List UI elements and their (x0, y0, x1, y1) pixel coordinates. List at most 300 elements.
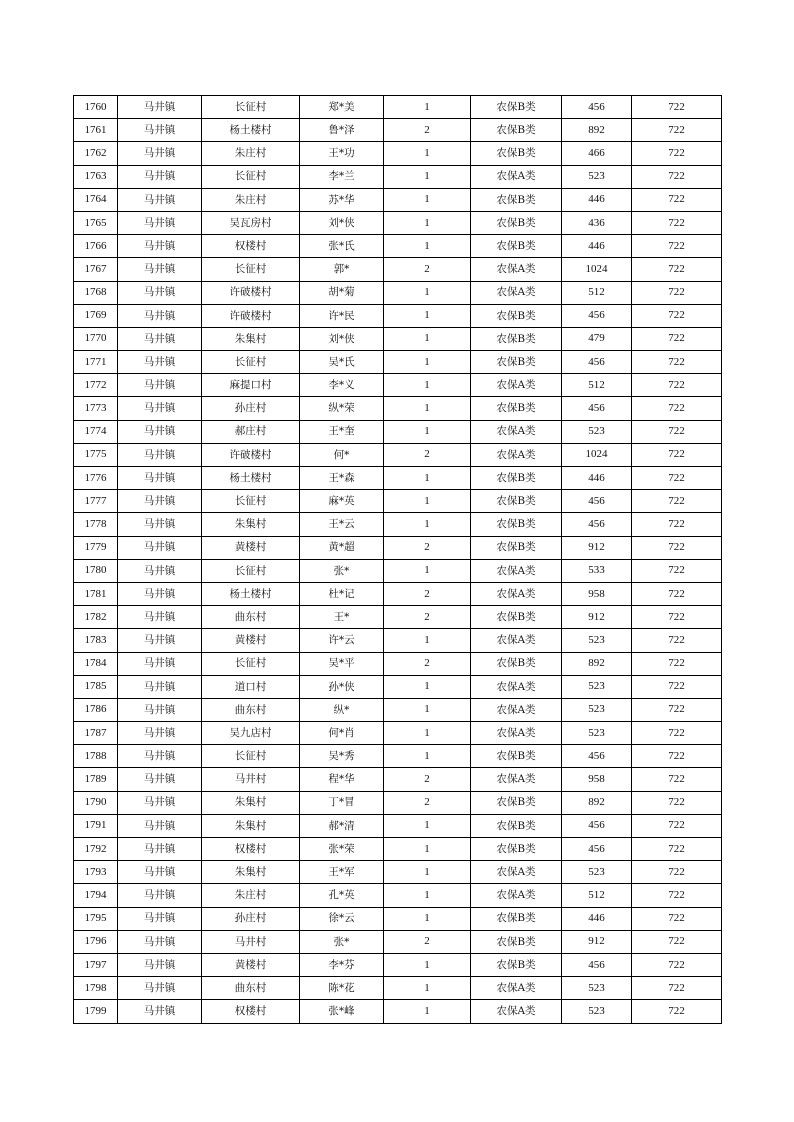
row-number-cell: 1764 (74, 188, 118, 211)
village-cell: 孙庄村 (202, 397, 300, 420)
village-cell: 许破楼村 (202, 281, 300, 304)
standard-cell: 722 (632, 536, 722, 559)
row-number-cell: 1778 (74, 513, 118, 536)
name-cell: 王*奎 (300, 420, 384, 443)
town-cell: 马井镇 (118, 467, 202, 490)
name-cell: 张*荣 (300, 838, 384, 861)
standard-cell: 722 (632, 977, 722, 1000)
standard-cell: 722 (632, 281, 722, 304)
amount-cell: 1024 (562, 258, 632, 281)
category-cell: 农保B类 (471, 327, 562, 350)
table-row (74, 559, 722, 582)
village-cell: 朱庄村 (202, 884, 300, 907)
table-row (74, 304, 722, 327)
village-cell: 朱集村 (202, 327, 300, 350)
table-row (74, 814, 722, 837)
amount-cell: 446 (562, 188, 632, 211)
name-cell: 吴*氏 (300, 351, 384, 374)
row-number-cell: 1777 (74, 490, 118, 513)
town-cell: 马井镇 (118, 351, 202, 374)
standard-cell: 722 (632, 490, 722, 513)
amount-cell: 523 (562, 1000, 632, 1023)
town-cell: 马井镇 (118, 559, 202, 582)
standard-cell: 722 (632, 791, 722, 814)
category-cell: 农保B类 (471, 351, 562, 374)
row-number-cell: 1779 (74, 536, 118, 559)
roster-table (73, 95, 722, 1024)
town-cell: 马井镇 (118, 698, 202, 721)
village-cell: 权楼村 (202, 1000, 300, 1023)
category-cell: 农保A类 (471, 675, 562, 698)
standard-cell: 722 (632, 420, 722, 443)
count-cell: 2 (384, 652, 471, 675)
category-cell: 农保A类 (471, 443, 562, 466)
standard-cell: 722 (632, 211, 722, 234)
count-cell: 1 (384, 814, 471, 837)
amount-cell: 523 (562, 977, 632, 1000)
category-cell: 农保A类 (471, 884, 562, 907)
standard-cell: 722 (632, 119, 722, 142)
count-cell: 2 (384, 258, 471, 281)
town-cell: 马井镇 (118, 258, 202, 281)
amount-cell: 1024 (562, 443, 632, 466)
village-cell: 朱集村 (202, 861, 300, 884)
count-cell: 1 (384, 745, 471, 768)
table-row (74, 188, 722, 211)
row-number-cell: 1760 (74, 96, 118, 119)
category-cell: 农保A类 (471, 722, 562, 745)
amount-cell: 892 (562, 652, 632, 675)
standard-cell: 722 (632, 907, 722, 930)
category-cell: 农保A类 (471, 629, 562, 652)
category-cell: 农保A类 (471, 559, 562, 582)
standard-cell: 722 (632, 768, 722, 791)
town-cell: 马井镇 (118, 768, 202, 791)
count-cell: 1 (384, 861, 471, 884)
amount-cell: 512 (562, 374, 632, 397)
name-cell: 吴*平 (300, 652, 384, 675)
table-row (74, 861, 722, 884)
row-number-cell: 1771 (74, 351, 118, 374)
name-cell: 徐*云 (300, 907, 384, 930)
town-cell: 马井镇 (118, 884, 202, 907)
name-cell: 李*义 (300, 374, 384, 397)
row-number-cell: 1782 (74, 606, 118, 629)
row-number-cell: 1773 (74, 397, 118, 420)
row-number-cell: 1765 (74, 211, 118, 234)
village-cell: 黄楼村 (202, 953, 300, 976)
count-cell: 2 (384, 582, 471, 605)
town-cell: 马井镇 (118, 304, 202, 327)
table-row (74, 443, 722, 466)
standard-cell: 722 (632, 96, 722, 119)
count-cell: 2 (384, 443, 471, 466)
count-cell: 1 (384, 188, 471, 211)
village-cell: 长征村 (202, 652, 300, 675)
count-cell: 1 (384, 675, 471, 698)
village-cell: 孙庄村 (202, 907, 300, 930)
amount-cell: 523 (562, 165, 632, 188)
category-cell: 农保B类 (471, 606, 562, 629)
village-cell: 长征村 (202, 96, 300, 119)
category-cell: 农保A类 (471, 1000, 562, 1023)
document-page (73, 95, 721, 1024)
row-number-cell: 1788 (74, 745, 118, 768)
amount-cell: 523 (562, 420, 632, 443)
category-cell: 农保A类 (471, 374, 562, 397)
name-cell: 杜*记 (300, 582, 384, 605)
standard-cell: 722 (632, 629, 722, 652)
name-cell: 王*云 (300, 513, 384, 536)
town-cell: 马井镇 (118, 443, 202, 466)
category-cell: 农保B类 (471, 513, 562, 536)
row-number-cell: 1783 (74, 629, 118, 652)
category-cell: 农保B类 (471, 142, 562, 165)
category-cell: 农保B类 (471, 304, 562, 327)
town-cell: 马井镇 (118, 397, 202, 420)
row-number-cell: 1769 (74, 304, 118, 327)
standard-cell: 722 (632, 165, 722, 188)
village-cell: 长征村 (202, 490, 300, 513)
name-cell: 纵* (300, 698, 384, 721)
town-cell: 马井镇 (118, 907, 202, 930)
table-row (74, 791, 722, 814)
name-cell: 王*森 (300, 467, 384, 490)
category-cell: 农保B类 (471, 838, 562, 861)
table-row (74, 374, 722, 397)
table-row (74, 96, 722, 119)
category-cell: 农保B类 (471, 188, 562, 211)
category-cell: 农保B类 (471, 907, 562, 930)
village-cell: 马井村 (202, 768, 300, 791)
count-cell: 1 (384, 281, 471, 304)
row-number-cell: 1787 (74, 722, 118, 745)
name-cell: 许*云 (300, 629, 384, 652)
standard-cell: 722 (632, 559, 722, 582)
count-cell: 1 (384, 467, 471, 490)
table-row (74, 142, 722, 165)
count-cell: 1 (384, 304, 471, 327)
village-cell: 杨土楼村 (202, 582, 300, 605)
amount-cell: 456 (562, 838, 632, 861)
row-number-cell: 1762 (74, 142, 118, 165)
category-cell: 农保A类 (471, 420, 562, 443)
row-number-cell: 1772 (74, 374, 118, 397)
table-row (74, 490, 722, 513)
row-number-cell: 1790 (74, 791, 118, 814)
name-cell: 郑*美 (300, 96, 384, 119)
village-cell: 朱集村 (202, 513, 300, 536)
table-row (74, 513, 722, 536)
table-row (74, 327, 722, 350)
standard-cell: 722 (632, 838, 722, 861)
row-number-cell: 1763 (74, 165, 118, 188)
row-number-cell: 1795 (74, 907, 118, 930)
category-cell: 农保A类 (471, 977, 562, 1000)
amount-cell: 456 (562, 397, 632, 420)
amount-cell: 533 (562, 559, 632, 582)
count-cell: 2 (384, 606, 471, 629)
table-row (74, 1000, 722, 1023)
town-cell: 马井镇 (118, 953, 202, 976)
category-cell: 农保B类 (471, 652, 562, 675)
village-cell: 长征村 (202, 351, 300, 374)
table-row (74, 953, 722, 976)
row-number-cell: 1784 (74, 652, 118, 675)
amount-cell: 436 (562, 211, 632, 234)
village-cell: 黄楼村 (202, 629, 300, 652)
standard-cell: 722 (632, 1000, 722, 1023)
town-cell: 马井镇 (118, 235, 202, 258)
category-cell: 农保B类 (471, 119, 562, 142)
standard-cell: 722 (632, 675, 722, 698)
table-row (74, 165, 722, 188)
amount-cell: 456 (562, 814, 632, 837)
village-cell: 权楼村 (202, 838, 300, 861)
name-cell: 程*华 (300, 768, 384, 791)
town-cell: 马井镇 (118, 814, 202, 837)
row-number-cell: 1793 (74, 861, 118, 884)
amount-cell: 912 (562, 606, 632, 629)
name-cell: 何* (300, 443, 384, 466)
amount-cell: 523 (562, 861, 632, 884)
count-cell: 1 (384, 327, 471, 350)
count-cell: 1 (384, 165, 471, 188)
count-cell: 1 (384, 351, 471, 374)
standard-cell: 722 (632, 582, 722, 605)
name-cell: 丁*冒 (300, 791, 384, 814)
standard-cell: 722 (632, 722, 722, 745)
standard-cell: 722 (632, 930, 722, 953)
standard-cell: 722 (632, 142, 722, 165)
row-number-cell: 1789 (74, 768, 118, 791)
village-cell: 杨土楼村 (202, 467, 300, 490)
town-cell: 马井镇 (118, 629, 202, 652)
town-cell: 马井镇 (118, 188, 202, 211)
row-number-cell: 1768 (74, 281, 118, 304)
town-cell: 马井镇 (118, 281, 202, 304)
count-cell: 2 (384, 791, 471, 814)
row-number-cell: 1792 (74, 838, 118, 861)
town-cell: 马井镇 (118, 490, 202, 513)
name-cell: 李*芬 (300, 953, 384, 976)
table-row (74, 884, 722, 907)
category-cell: 农保B类 (471, 490, 562, 513)
standard-cell: 722 (632, 351, 722, 374)
table-row (74, 675, 722, 698)
count-cell: 2 (384, 768, 471, 791)
count-cell: 2 (384, 930, 471, 953)
count-cell: 2 (384, 119, 471, 142)
standard-cell: 722 (632, 188, 722, 211)
table-row (74, 745, 722, 768)
standard-cell: 722 (632, 745, 722, 768)
category-cell: 农保B类 (471, 953, 562, 976)
name-cell: 陈*花 (300, 977, 384, 1000)
name-cell: 刘*侠 (300, 211, 384, 234)
table-row (74, 606, 722, 629)
town-cell: 马井镇 (118, 652, 202, 675)
category-cell: 农保A类 (471, 582, 562, 605)
row-number-cell: 1786 (74, 698, 118, 721)
village-cell: 长征村 (202, 745, 300, 768)
amount-cell: 523 (562, 698, 632, 721)
name-cell: 吴*秀 (300, 745, 384, 768)
amount-cell: 456 (562, 96, 632, 119)
row-number-cell: 1796 (74, 930, 118, 953)
amount-cell: 523 (562, 722, 632, 745)
row-number-cell: 1780 (74, 559, 118, 582)
row-number-cell: 1791 (74, 814, 118, 837)
town-cell: 马井镇 (118, 211, 202, 234)
count-cell: 1 (384, 420, 471, 443)
village-cell: 朱庄村 (202, 142, 300, 165)
name-cell: 纵*荣 (300, 397, 384, 420)
town-cell: 马井镇 (118, 977, 202, 1000)
category-cell: 农保A类 (471, 698, 562, 721)
count-cell: 1 (384, 211, 471, 234)
village-cell: 权楼村 (202, 235, 300, 258)
amount-cell: 958 (562, 582, 632, 605)
town-cell: 马井镇 (118, 606, 202, 629)
town-cell: 马井镇 (118, 119, 202, 142)
standard-cell: 722 (632, 397, 722, 420)
town-cell: 马井镇 (118, 536, 202, 559)
town-cell: 马井镇 (118, 142, 202, 165)
category-cell: 农保B类 (471, 536, 562, 559)
village-cell: 曲东村 (202, 977, 300, 1000)
count-cell: 1 (384, 953, 471, 976)
category-cell: 农保B类 (471, 211, 562, 234)
category-cell: 农保B类 (471, 467, 562, 490)
amount-cell: 446 (562, 907, 632, 930)
standard-cell: 722 (632, 443, 722, 466)
table-row (74, 652, 722, 675)
standard-cell: 722 (632, 953, 722, 976)
town-cell: 马井镇 (118, 96, 202, 119)
village-cell: 曲东村 (202, 698, 300, 721)
town-cell: 马井镇 (118, 675, 202, 698)
town-cell: 马井镇 (118, 374, 202, 397)
village-cell: 长征村 (202, 165, 300, 188)
name-cell: 孙*侠 (300, 675, 384, 698)
count-cell: 2 (384, 536, 471, 559)
village-cell: 吴瓦房村 (202, 211, 300, 234)
standard-cell: 722 (632, 814, 722, 837)
town-cell: 马井镇 (118, 791, 202, 814)
table-row (74, 698, 722, 721)
count-cell: 1 (384, 977, 471, 1000)
town-cell: 马井镇 (118, 930, 202, 953)
name-cell: 苏*华 (300, 188, 384, 211)
count-cell: 1 (384, 884, 471, 907)
name-cell: 王*军 (300, 861, 384, 884)
table-row (74, 235, 722, 258)
amount-cell: 456 (562, 513, 632, 536)
count-cell: 1 (384, 629, 471, 652)
town-cell: 马井镇 (118, 327, 202, 350)
table-row (74, 351, 722, 374)
row-number-cell: 1776 (74, 467, 118, 490)
standard-cell: 722 (632, 327, 722, 350)
standard-cell: 722 (632, 606, 722, 629)
table-row (74, 722, 722, 745)
table-row (74, 977, 722, 1000)
town-cell: 马井镇 (118, 722, 202, 745)
standard-cell: 722 (632, 698, 722, 721)
category-cell: 农保A类 (471, 861, 562, 884)
village-cell: 道口村 (202, 675, 300, 698)
amount-cell: 456 (562, 351, 632, 374)
count-cell: 1 (384, 235, 471, 258)
amount-cell: 456 (562, 953, 632, 976)
town-cell: 马井镇 (118, 745, 202, 768)
village-cell: 朱集村 (202, 791, 300, 814)
count-cell: 1 (384, 490, 471, 513)
name-cell: 麻*英 (300, 490, 384, 513)
village-cell: 麻提口村 (202, 374, 300, 397)
amount-cell: 892 (562, 791, 632, 814)
table-row (74, 281, 722, 304)
name-cell: 张*氏 (300, 235, 384, 258)
village-cell: 黄楼村 (202, 536, 300, 559)
village-cell: 长征村 (202, 258, 300, 281)
count-cell: 1 (384, 96, 471, 119)
amount-cell: 446 (562, 235, 632, 258)
row-number-cell: 1781 (74, 582, 118, 605)
row-number-cell: 1798 (74, 977, 118, 1000)
name-cell: 胡*菊 (300, 281, 384, 304)
table-row (74, 467, 722, 490)
table-row (74, 907, 722, 930)
table-row (74, 838, 722, 861)
count-cell: 1 (384, 397, 471, 420)
count-cell: 1 (384, 1000, 471, 1023)
town-cell: 马井镇 (118, 165, 202, 188)
count-cell: 1 (384, 142, 471, 165)
name-cell: 何*肖 (300, 722, 384, 745)
category-cell: 农保B类 (471, 96, 562, 119)
category-cell: 农保B类 (471, 397, 562, 420)
standard-cell: 722 (632, 861, 722, 884)
standard-cell: 722 (632, 513, 722, 536)
amount-cell: 512 (562, 281, 632, 304)
row-number-cell: 1767 (74, 258, 118, 281)
table-row (74, 258, 722, 281)
name-cell: 孔*英 (300, 884, 384, 907)
count-cell: 1 (384, 698, 471, 721)
name-cell: 李*兰 (300, 165, 384, 188)
category-cell: 农保B类 (471, 235, 562, 258)
category-cell: 农保B类 (471, 745, 562, 768)
village-cell: 杨土楼村 (202, 119, 300, 142)
table-row (74, 930, 722, 953)
category-cell: 农保A类 (471, 281, 562, 304)
name-cell: 王*功 (300, 142, 384, 165)
amount-cell: 523 (562, 629, 632, 652)
row-number-cell: 1785 (74, 675, 118, 698)
amount-cell: 479 (562, 327, 632, 350)
amount-cell: 456 (562, 745, 632, 768)
name-cell: 许*民 (300, 304, 384, 327)
name-cell: 王* (300, 606, 384, 629)
amount-cell: 912 (562, 930, 632, 953)
row-number-cell: 1766 (74, 235, 118, 258)
table-row (74, 397, 722, 420)
town-cell: 马井镇 (118, 1000, 202, 1023)
amount-cell: 456 (562, 490, 632, 513)
table-row (74, 211, 722, 234)
